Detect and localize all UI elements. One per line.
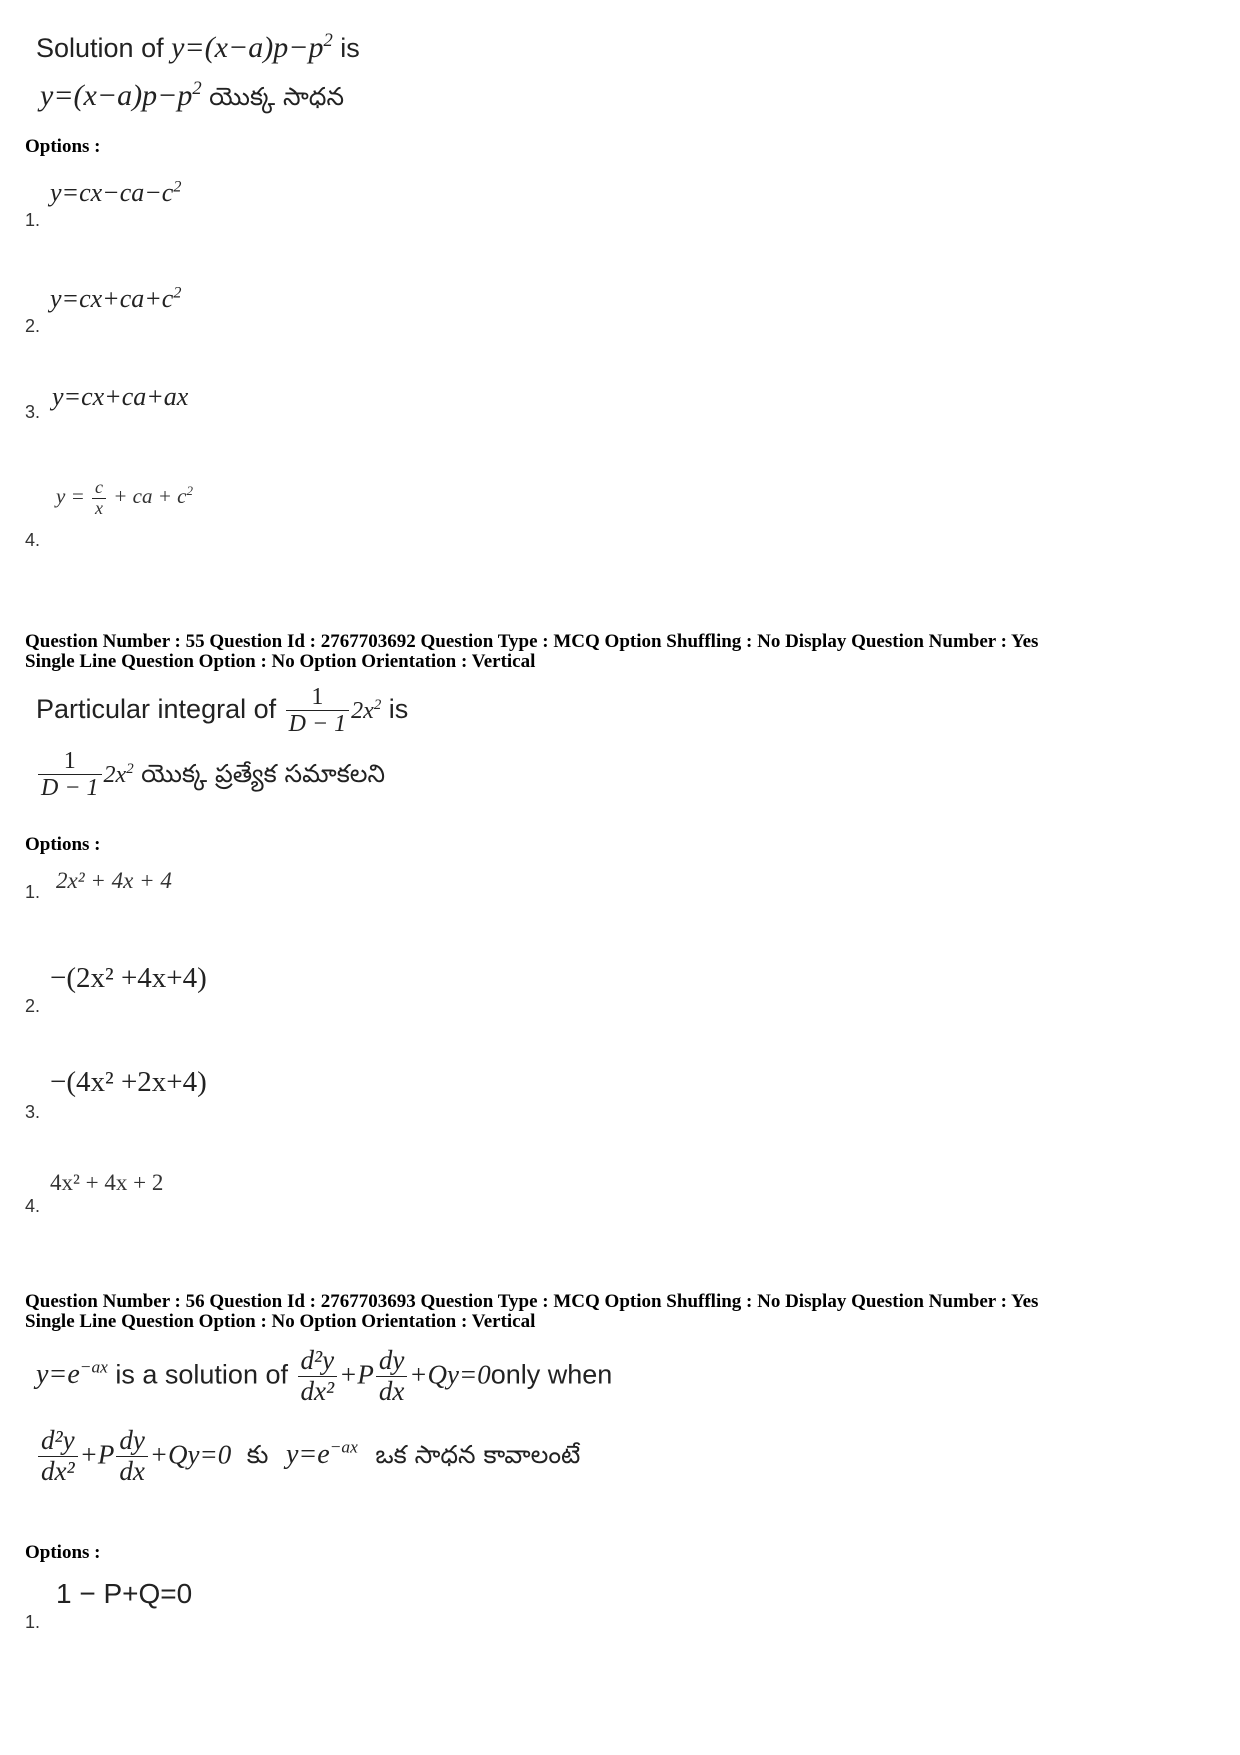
q55-option-1-number: 1.	[25, 882, 41, 902]
q54-options-label: Options :	[25, 136, 101, 157]
q56-meta-line-1: Question Number : 56 Question Id : 2767703693 Question Type : MCQ Option Shuffling : No Display Question Number : Yes	[25, 1291, 1039, 1312]
q56-te-qy: +Qy=0	[149, 1439, 232, 1470]
q54-option-2-text: y=cx+ca+c	[50, 284, 174, 313]
q55-te-term-exp: 2	[126, 761, 134, 778]
q54-option-1[interactable]	[50, 178, 181, 208]
q54-te-eq-text: y=(x−a)p−p	[40, 79, 193, 112]
q54-option-4-frac-den: x	[95, 497, 103, 518]
q56-stem-d2-den: dx²	[300, 1375, 335, 1406]
q54-option-4-fraction	[92, 478, 106, 519]
q55-te-fraction	[38, 748, 102, 802]
q56-option-1[interactable]: 1 − P+Q=0	[56, 1578, 193, 1609]
q56-te-d2-den: dx²	[41, 1455, 75, 1486]
q55-option-2-number: 2.	[25, 996, 41, 1016]
q55-te-frac-num: 1	[38, 748, 102, 775]
q55-option-3[interactable]: −(4x² +2x+4)	[50, 1066, 207, 1098]
q56-option-1-number: 1.	[25, 1612, 41, 1632]
q56-stem-d1-den: dx	[378, 1375, 405, 1406]
q55-stem-prefix: Particular integral of	[36, 694, 277, 725]
q55-stem-english	[36, 684, 408, 738]
q56-te-d2-fraction	[38, 1426, 78, 1486]
q54-option-2-exp: 2	[173, 284, 182, 302]
q56-te-y-text: y=e	[285, 1439, 330, 1471]
q56-te-d2-num: d²y	[38, 1426, 78, 1457]
q56-stem-plus-p: +P	[339, 1359, 374, 1390]
q55-stem-fraction	[286, 684, 350, 738]
q54-option-1-text: y=cx−ca−c	[50, 178, 174, 207]
q55-option-2[interactable]: −(2x² +4x+4)	[50, 962, 207, 994]
q54-option-4-exp: 2	[186, 483, 193, 499]
q55-te-term	[104, 762, 134, 788]
q54-option-1-number: 1.	[25, 210, 41, 230]
q56-stem-y-text: y=e	[36, 1359, 80, 1391]
q54-stem-suffix: is	[340, 33, 360, 63]
q54-option-3-text: y=cx+ca+ax	[52, 382, 189, 411]
q54-stem-prefix: Solution of	[36, 33, 164, 63]
q55-stem-telugu	[36, 748, 385, 802]
q55-stem-term	[351, 698, 381, 724]
q55-meta-line-2: Single Line Question Option : No Option Orientation : Vertical	[25, 651, 536, 672]
q54-option-2-number: 2.	[25, 316, 41, 336]
q54-stem-eq-text: y=(x−a)p−p	[171, 31, 324, 64]
q54-stem-telugu	[40, 78, 344, 118]
q56-te-suffix: ఒక సాధన కావాలంటే	[375, 1440, 581, 1470]
q56-stem-y-eq	[36, 1359, 108, 1390]
q54-option-3[interactable]	[52, 382, 188, 412]
q56-te-plus-p: +P	[79, 1439, 115, 1470]
q54-option-4[interactable]	[56, 478, 193, 519]
q56-stem-qy: +Qy=0	[409, 1359, 491, 1390]
q55-stem-suffix: is	[388, 694, 409, 725]
q56-te-d1-fraction	[116, 1426, 147, 1486]
q56-meta	[25, 1292, 1038, 1332]
q54-option-3-number: 3.	[25, 402, 41, 422]
q55-options-label: Options :	[25, 834, 101, 855]
q56-meta-line-2: Single Line Question Option : No Option Orientation : Vertical	[25, 1311, 536, 1332]
q56-stem-d2-num: d²y	[298, 1346, 338, 1377]
q54-te-suffix: యొక్క సాధన	[209, 82, 345, 111]
q54-option-4-frac-num: c	[92, 478, 106, 499]
q55-stem-frac-den: D − 1	[288, 711, 347, 738]
q54-te-eq-exp: 2	[192, 78, 202, 99]
q54-option-4-rhs: + ca + c	[113, 484, 187, 509]
q55-te-frac-den: D − 1	[41, 775, 99, 802]
q55-meta	[25, 632, 1038, 672]
q54-stem-equation	[171, 31, 333, 64]
q56-stem-d2-fraction	[298, 1346, 338, 1406]
q56-stem-suffix: only when	[490, 1359, 613, 1390]
q54-option-2[interactable]	[50, 284, 181, 314]
q55-option-4-number: 4.	[25, 1196, 41, 1216]
q56-te-ku: కు	[246, 1440, 269, 1470]
q55-stem-term-text: 2x	[351, 698, 374, 725]
q55-option-4[interactable]: 4x² + 4x + 2	[50, 1170, 164, 1195]
q56-stem-d1-fraction	[376, 1346, 407, 1406]
q56-options-label: Options :	[25, 1542, 101, 1563]
q56-te-d1-den: dx	[119, 1455, 145, 1486]
q56-te-y-eq	[286, 1439, 358, 1470]
q56-stem-telugu	[36, 1426, 580, 1486]
q54-stem-eq-exp: 2	[323, 30, 333, 51]
q56-stem-d1-num: dy	[376, 1346, 407, 1377]
q56-stem-mid: is a solution of	[115, 1359, 288, 1390]
q55-te-term-text: 2x	[103, 762, 127, 789]
q54-option-4-lhs: y =	[56, 484, 85, 509]
q54-option-1-exp: 2	[173, 178, 182, 196]
q54-option-4-number: 4.	[25, 530, 41, 550]
q56-te-y-exp: −ax	[329, 1437, 358, 1457]
q56-stem-y-exp: −ax	[79, 1357, 108, 1377]
q55-option-1[interactable]: 2x² + 4x + 4	[56, 868, 172, 893]
q55-stem-frac-num: 1	[286, 684, 350, 711]
q56-te-d1-num: dy	[116, 1426, 147, 1457]
q55-stem-term-exp: 2	[373, 697, 382, 714]
q54-stem-english	[36, 30, 360, 65]
q55-meta-line-1: Question Number : 55 Question Id : 2767703692 Question Type : MCQ Option Shuffling : No Display Question Number : Yes	[25, 631, 1039, 652]
q55-te-suffix: యొక్క ప్రత్యేక సమాకలని	[141, 759, 386, 789]
q56-stem-english	[36, 1346, 612, 1406]
q54-te-equation	[40, 79, 202, 112]
q55-option-3-number: 3.	[25, 1102, 41, 1122]
